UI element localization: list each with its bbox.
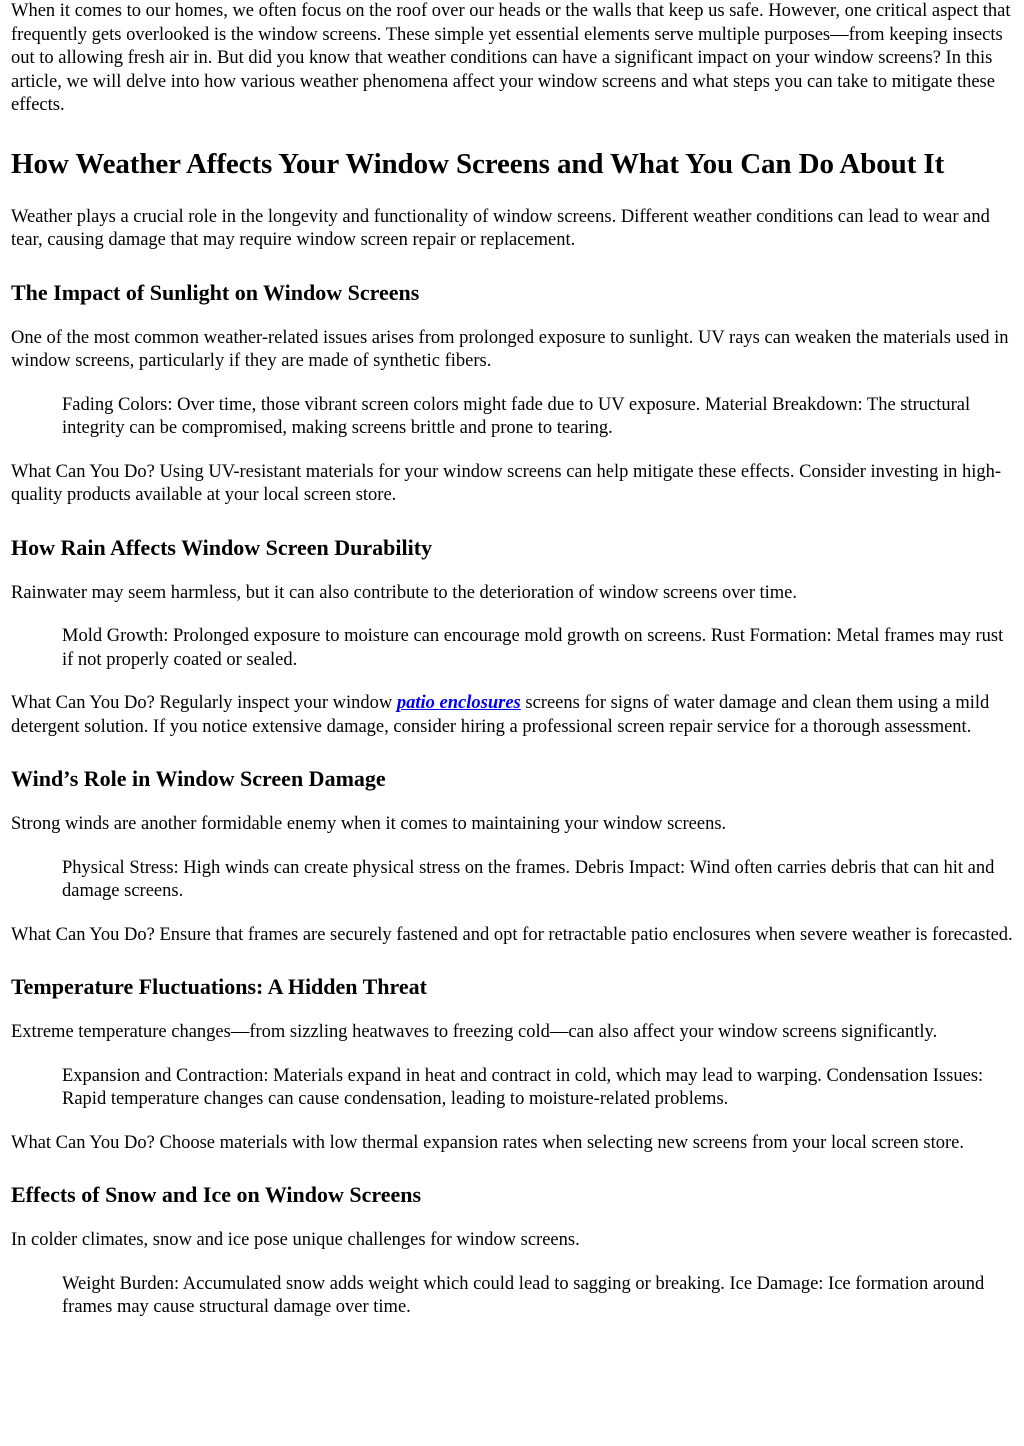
intro-paragraph: When it comes to our homes, we often focus on the roof over our heads or the walls that keep us safe. However, one critical aspect that frequently gets overlooked is the window screens. These simple yet essential elements serve multiple purposes—from keeping insects out to allowing fresh air in. But did you know that weather conditions can have a significant impact on your window screens? In this article, we will delve into how various weather phenomena affect your window screens and what steps you can take to mitigate these effects. (11, 1, 1011, 115)
wind-quote: Physical Stress: High winds can create physical stress on the frames. Debris Impact: Wind often carries debris that can hit and damage screens. (62, 857, 995, 901)
temperature-heading: Temperature Fluctuations: A Hidden Threat (11, 974, 428, 999)
sunlight-quote: Fading Colors: Over time, those vibrant screen colors might fade due to UV exposure. Material Breakdown: The structural integrity can be compromised, making screens brittle and prone to tearing. (62, 394, 971, 438)
temperature-paragraph: Extreme temperature changes—from sizzling heatwaves to freezing cold—can also affect your window screens significantly. (11, 1022, 938, 1042)
snow-heading: Effects of Snow and Ice on Window Screens (11, 1182, 422, 1207)
wind-action: What Can You Do? Ensure that frames are securely fastened and opt for retractable patio enclosures when severe weather is forecasted. (11, 924, 1013, 945)
wind-paragraph: Strong winds are another formidable enemy when it comes to maintaining your window screens. (11, 814, 727, 834)
rain-paragraph: Rainwater may seem harmless, but it can also contribute to the deterioration of window screens over time. (11, 582, 798, 603)
sunlight-heading: The Impact of Sunlight on Window Screens (11, 279, 420, 305)
rain-quote: Mold Growth: Prolonged exposure to moisture can encourage mold growth on screens. Rust Formation: Metal frames may rust if not properly coated or sealed. (62, 626, 1004, 670)
sunlight-paragraph: One of the most common weather-related issues arises from prolonged exposure to sunlight. UV rays can weaken the materials used in window screens, particularly if they are made of synthetic fibers. (11, 327, 1009, 371)
overview-paragraph: Weather plays a crucial role in the longevity and functionality of window screens. Different weather conditions can lead to wear and tear, causing damage that may require window screen repair or replacement. (11, 206, 990, 250)
patio-enclosures-link[interactable]: patio enclosures (396, 693, 521, 713)
sunlight-action: What Can You Do? Using UV-resistant materials for your window screens can help mitigate these effects. Consider investing in high-quality products available at your local screen store. (11, 461, 1002, 505)
snow-paragraph: In colder climates, snow and ice pose unique challenges for window screens. (11, 1230, 580, 1250)
page-title: How Weather Affects Your Window Screens and What You Can Do About It (11, 147, 945, 180)
wind-heading: Wind’s Role in Window Screen Damage (11, 766, 386, 791)
snow-quote: Weight Burden: Accumulated snow adds weight which could lead to sagging or breaking. Ice Damage: Ice formation around frames may cause structural damage over time. (62, 1273, 985, 1317)
rain-action-tail: screens for signs of water damage and clean them using a mild detergent solution. If you notice extensive damage, consider hiring a professional screen repair service for a thorough assessment. (11, 693, 990, 737)
rain-action-lead: What Can You Do? Regularly inspect your window (11, 693, 397, 713)
temperature-action: What Can You Do? Choose materials with low thermal expansion rates when selecting new screens from your local screen store. (11, 1132, 965, 1153)
temperature-quote: Expansion and Contraction: Materials expand in heat and contract in cold, which may lead to warping. Condensation Issues: Rapid temperature changes can cause condensation, leading to moisture-related problems. (62, 1065, 984, 1109)
rain-action (11, 692, 1014, 739)
rain-heading: How Rain Affects Window Screen Durability (11, 534, 433, 560)
